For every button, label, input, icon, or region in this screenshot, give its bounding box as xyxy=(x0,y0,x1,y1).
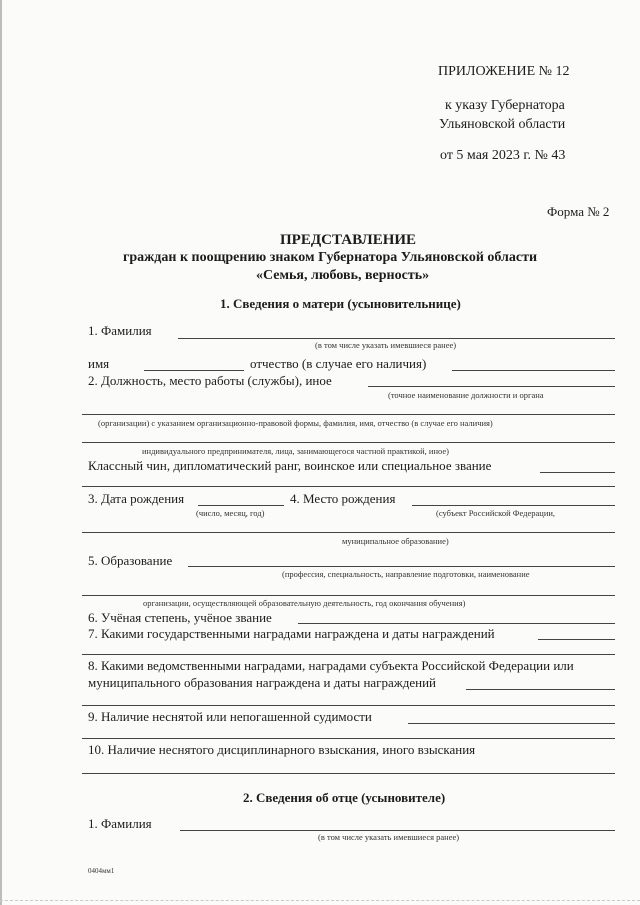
first-name-label: имя xyxy=(88,356,110,371)
dept-awards-field-2[interactable] xyxy=(82,705,615,706)
birth-place-field-1[interactable] xyxy=(412,505,615,506)
page-left-edge xyxy=(0,0,2,905)
section-2-heading: 2. Сведения об отце (усыновителе) xyxy=(243,790,446,805)
scan-edge-marks xyxy=(0,896,640,901)
education-field-1[interactable] xyxy=(188,566,615,567)
birth-place-hint-2: муниципальное образование) xyxy=(342,536,449,546)
form-number: Форма № 2 xyxy=(547,204,610,219)
birth-date-hint: (число, месяц, год) xyxy=(196,508,265,518)
state-awards-label: 7. Какими государственными наградами награждена и даты награждений xyxy=(88,626,495,641)
position-hint-2: (организации) с указанием организационно-правовой формы, фамилия, имя, отчество (в случае его наличия) xyxy=(98,418,493,428)
dept-awards-field-1[interactable] xyxy=(466,689,615,690)
decree-date: от 5 мая 2023 г. № 43 xyxy=(440,148,566,163)
patronymic-label: отчество (в случае его наличия) xyxy=(250,356,427,371)
birth-date-label: 3. Дата рождения xyxy=(88,491,185,506)
dept-awards-label-1: 8. Какими ведомственными наградами, наградами субъекта Российской Федерации или xyxy=(88,658,574,673)
position-hint-1: (точное наименование должности и органа xyxy=(388,390,544,400)
penalty-label: 10. Наличие неснятого дисциплинарного взыскания, иного взыскания xyxy=(88,742,476,757)
appendix-number: ПРИЛОЖЕНИЕ № 12 xyxy=(438,64,570,79)
father-surname-field[interactable] xyxy=(180,830,615,831)
state-awards-field-2[interactable] xyxy=(82,654,615,655)
patronymic-field[interactable] xyxy=(452,370,615,371)
surname-label: 1. Фамилия xyxy=(88,323,152,338)
education-hint-2: организации, осуществляющей образовательную деятельность, год окончания обучения) xyxy=(143,598,466,608)
penalty-field[interactable] xyxy=(82,773,615,774)
education-field-2[interactable] xyxy=(82,595,615,596)
conviction-field-1[interactable] xyxy=(408,723,615,724)
birth-place-label: 4. Место рождения xyxy=(290,491,396,506)
conviction-field-2[interactable] xyxy=(82,738,615,739)
document-subtitle: граждан к поощрению знаком Губернатора Ульяновской области xyxy=(123,250,538,265)
first-name-field[interactable] xyxy=(144,370,244,371)
decree-region: Ульяновской области xyxy=(439,117,566,132)
education-hint-1: (профессия, специальность, направление подготовки, наименование xyxy=(282,569,530,579)
position-field-3[interactable] xyxy=(82,442,615,443)
state-awards-field-1[interactable] xyxy=(538,639,615,640)
birth-place-field-2[interactable] xyxy=(82,532,615,533)
education-label: 5. Образование xyxy=(88,553,173,568)
document-title: ПРЕДСТАВЛЕНИЕ xyxy=(280,232,417,248)
degree-field[interactable] xyxy=(298,623,615,624)
rank-label: Классный чин, дипломатический ранг, воинское или специальное звание xyxy=(88,458,492,473)
degree-label: 6. Учёная степень, учёное звание xyxy=(88,610,272,625)
father-surname-hint: (в том числе указать имевшиеся ранее) xyxy=(318,832,460,842)
footer-code: 0404мм1 xyxy=(88,867,115,875)
position-hint-3: индивидуального предпринимателя, лица, занимающегося частной практикой, иное) xyxy=(142,446,449,456)
rank-field-2[interactable] xyxy=(82,486,615,487)
position-field-2[interactable] xyxy=(82,414,615,415)
birth-place-hint-1: (субъект Российской Федерации, xyxy=(436,508,556,518)
rank-field-1[interactable] xyxy=(540,472,615,473)
position-field-1[interactable] xyxy=(368,386,615,387)
surname-field[interactable] xyxy=(178,338,615,339)
award-name: «Семья, любовь, верность» xyxy=(256,268,430,283)
conviction-label: 9. Наличие неснятой или непогашенной судимости xyxy=(88,709,372,724)
surname-hint: (в том числе указать имевшиеся ранее) xyxy=(315,340,457,350)
birth-date-field[interactable] xyxy=(198,505,284,506)
position-label: 2. Должность, место работы (службы), иное xyxy=(88,373,332,388)
decree-reference: к указу Губернатора xyxy=(445,98,565,113)
dept-awards-label-2: муниципального образования награждена и даты награждений xyxy=(88,675,437,690)
section-1-heading: 1. Сведения о матери (усыновительнице) xyxy=(220,296,461,311)
father-surname-label: 1. Фамилия xyxy=(88,816,152,831)
